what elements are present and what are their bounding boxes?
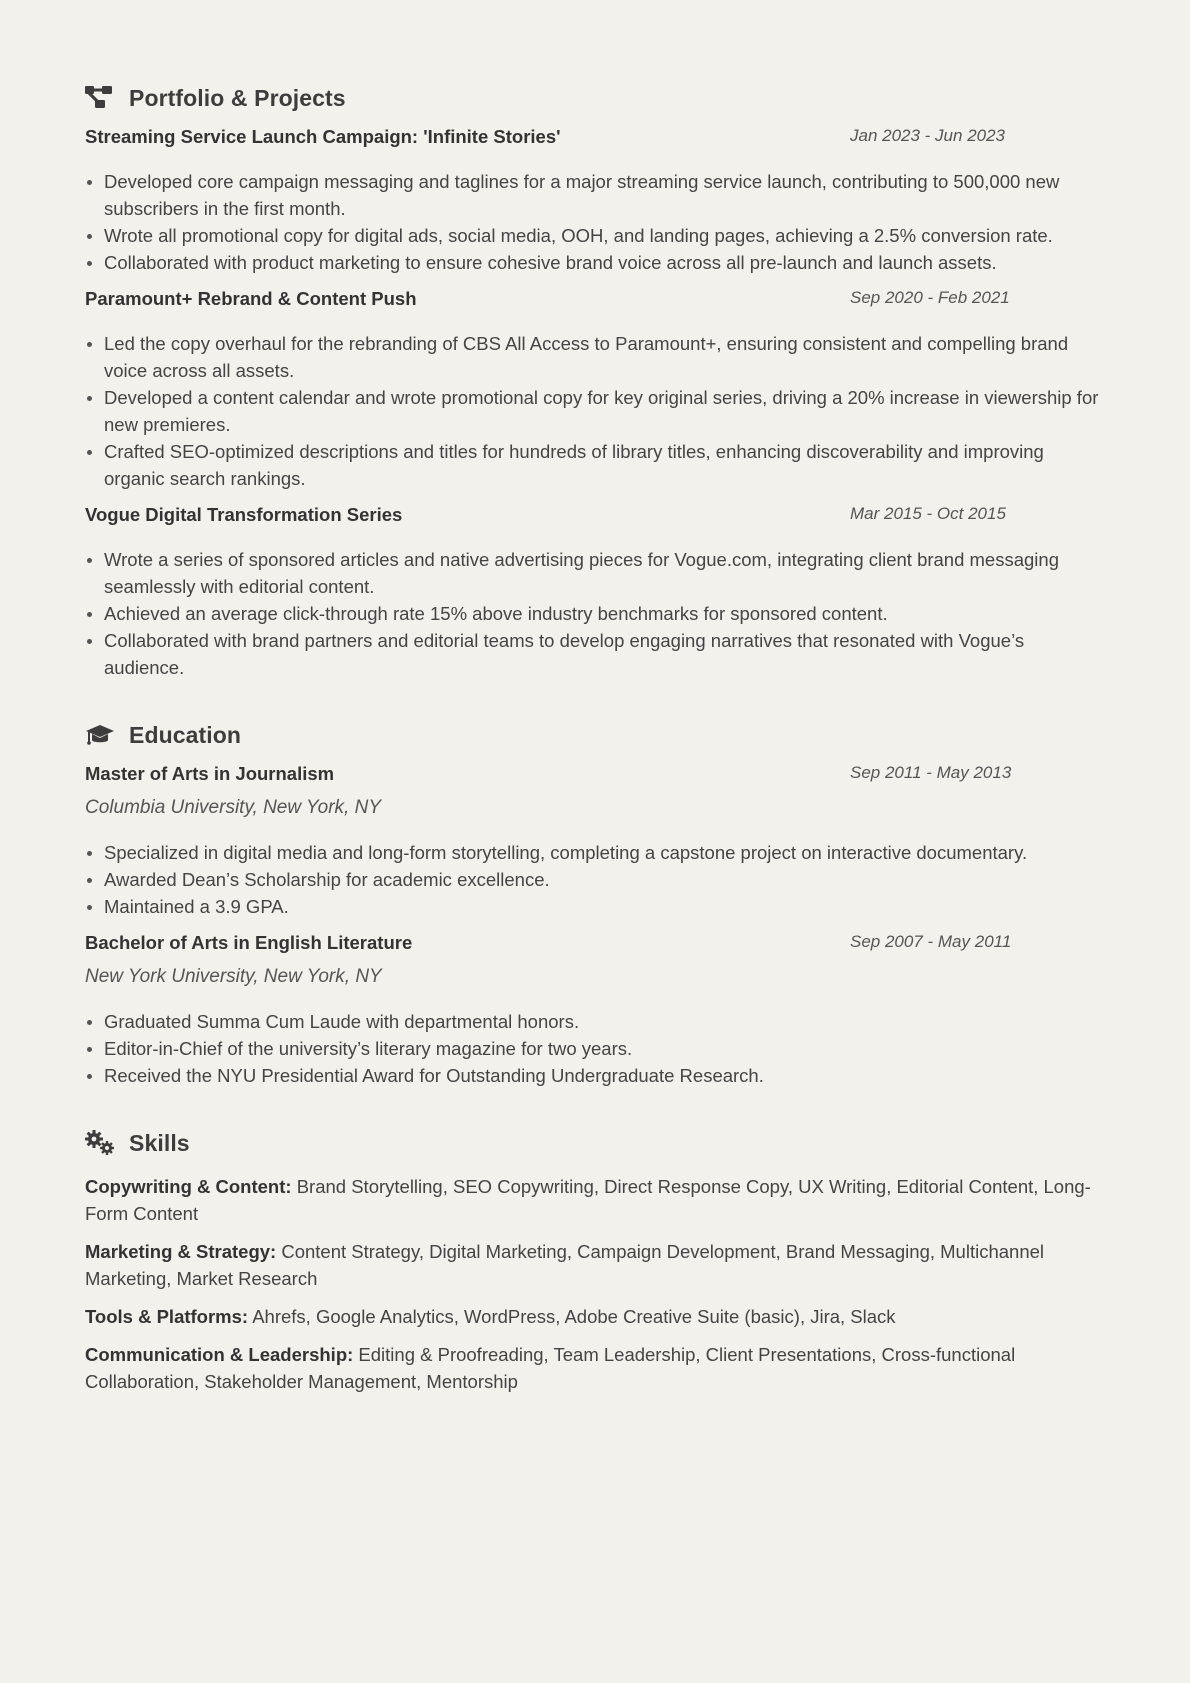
skill-label: Communication & Leadership: <box>85 1344 354 1365</box>
graduation-cap-icon <box>85 722 115 748</box>
project-entry <box>85 504 1105 681</box>
skill-group <box>85 1303 1105 1330</box>
list-item: Graduated Summa Cum Laude with departmental honors. <box>85 1008 1105 1035</box>
education-bullets <box>85 839 1105 920</box>
list-item: Wrote all promotional copy for digital ads, social media, OOH, and landing pages, achieving a 2.5% conversion rate. <box>85 222 1105 249</box>
portfolio-heading: Portfolio & Projects <box>129 84 346 111</box>
project-bullets <box>85 168 1105 276</box>
list-item: Received the NYU Presidential Award for Outstanding Undergraduate Research. <box>85 1062 1105 1089</box>
project-bullets <box>85 330 1105 492</box>
skills-section-header <box>85 1123 1105 1163</box>
project-date: Mar 2015 - Oct 2015 <box>850 504 1006 523</box>
portfolio-section-header <box>85 78 1105 118</box>
list-item: Awarded Dean’s Scholarship for academic excellence. <box>85 866 1105 893</box>
project-entry <box>85 126 1105 276</box>
list-item: Editor-in-Chief of the university’s literary magazine for two years. <box>85 1035 1105 1062</box>
cogs-icon <box>85 1130 115 1156</box>
project-diagram-icon <box>85 85 115 111</box>
education-bullets <box>85 1008 1105 1089</box>
list-item: Developed a content calendar and wrote promotional copy for key original series, driving a 20% increase in viewership for new premieres. <box>85 384 1105 438</box>
project-bullets <box>85 546 1105 681</box>
degree-title: Master of Arts in Journalism <box>85 763 335 784</box>
list-item: Collaborated with product marketing to ensure cohesive brand voice across all pre-launch and launch assets. <box>85 249 1105 276</box>
list-item: Collaborated with brand partners and editorial teams to develop engaging narratives that resonated with Vogue’s audience. <box>85 627 1105 681</box>
skill-group <box>85 1341 1105 1395</box>
list-item: Specialized in digital media and long-form storytelling, completing a capstone project on interactive documentary. <box>85 839 1105 866</box>
project-entry <box>85 288 1105 492</box>
skills-heading: Skills <box>129 1129 190 1156</box>
education-section-header <box>85 715 1105 755</box>
list-item: Developed core campaign messaging and taglines for a major streaming service launch, contributing to 500,000 new subscribers in the first month. <box>85 168 1105 222</box>
resume-page <box>85 78 1105 1395</box>
skill-items: Brand Storytelling, SEO Copywriting, Direct Response Copy, UX Writing, Editorial Content, Long-Form Content <box>85 1176 1091 1224</box>
skill-items: Ahrefs, Google Analytics, WordPress, Adobe Creative Suite (basic), Jira, Slack <box>252 1306 896 1327</box>
project-title: Vogue Digital Transformation Series <box>85 504 403 525</box>
school-name: New York University, New York, NY <box>85 966 382 987</box>
skill-label: Marketing & Strategy: <box>85 1241 277 1262</box>
list-item: Led the copy overhaul for the rebranding of CBS All Access to Paramount+, ensuring consistent and compelling brand voice across all assets. <box>85 330 1105 384</box>
list-item: Crafted SEO-optimized descriptions and titles for hundreds of library titles, enhancing discoverability and improving organic search rankings. <box>85 438 1105 492</box>
education-heading: Education <box>129 721 242 748</box>
skill-items: Content Strategy, Digital Marketing, Campaign Development, Brand Messaging, Multichannel Marketing, Market Research <box>85 1241 1045 1289</box>
skill-label: Copywriting & Content: <box>85 1176 292 1197</box>
education-date: Sep 2011 - May 2013 <box>850 763 1012 782</box>
project-title: Paramount+ Rebrand & Content Push <box>85 288 417 309</box>
list-item: Wrote a series of sponsored articles and native advertising pieces for Vogue.com, integrating client brand messaging seamlessly with editorial content. <box>85 546 1105 600</box>
education-entry <box>85 763 1105 920</box>
skill-label: Tools & Platforms: <box>85 1306 249 1327</box>
skill-items: Editing & Proofreading, Team Leadership, Client Presentations, Cross-functional Collaboration, Stakeholder Management, Mentorship <box>85 1344 1016 1392</box>
education-entry <box>85 932 1105 1089</box>
project-title: Streaming Service Launch Campaign: 'Infinite Stories' <box>85 126 561 147</box>
list-item: Achieved an average click-through rate 15% above industry benchmarks for sponsored content. <box>85 600 1105 627</box>
school-name: Columbia University, New York, NY <box>85 797 382 818</box>
skills-list <box>85 1173 1105 1395</box>
skill-group <box>85 1173 1105 1227</box>
project-date: Sep 2020 - Feb 2021 <box>850 288 1010 307</box>
list-item: Maintained a 3.9 GPA. <box>85 893 1105 920</box>
degree-title: Bachelor of Arts in English Literature <box>85 932 413 953</box>
skill-group <box>85 1238 1105 1292</box>
education-date: Sep 2007 - May 2011 <box>850 932 1012 951</box>
project-date: Jan 2023 - Jun 2023 <box>850 126 1006 145</box>
